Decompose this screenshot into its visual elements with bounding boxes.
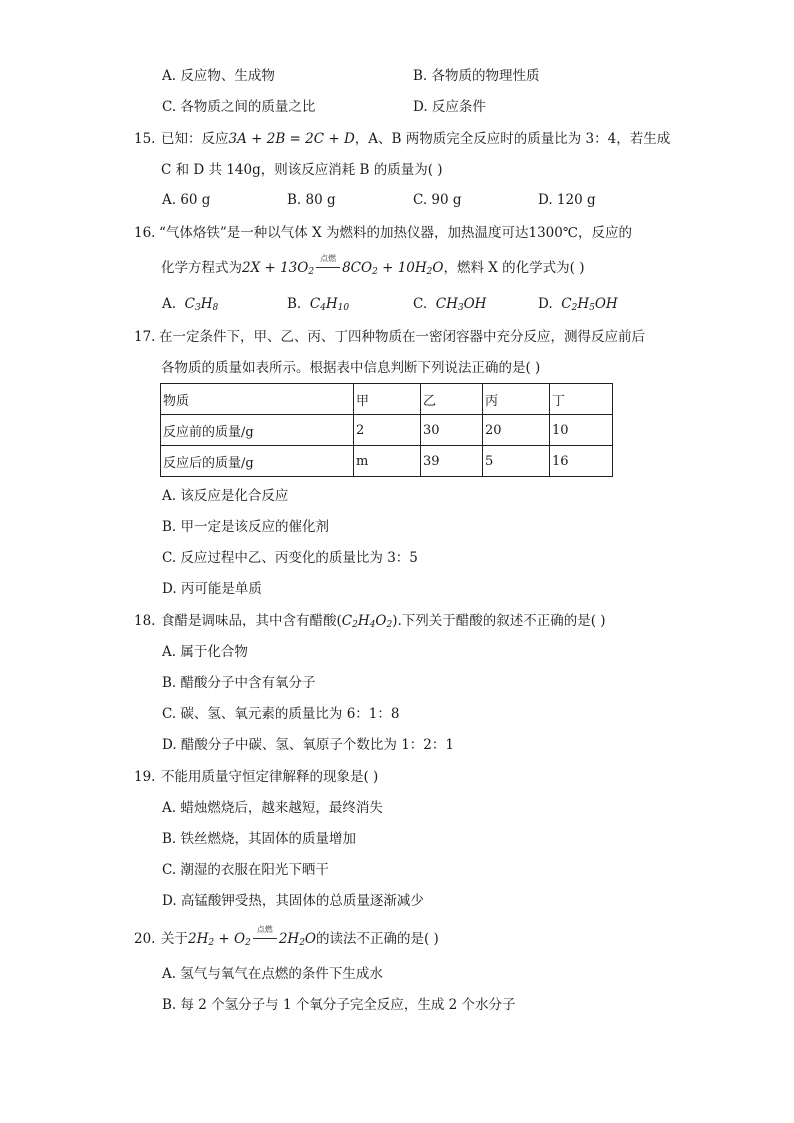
q18-option-c: C. 碳、氢、氧元素的质量比为 6：1：8 xyxy=(162,706,400,722)
table-header-row xyxy=(161,384,613,415)
q17-stem-line1: 在一定条件下，甲、乙、丙、丁四种物质在一密闭容器中充分反应，测得反应前后 xyxy=(159,329,645,345)
q16-option-c: C. $CH_3OH$ xyxy=(413,296,487,313)
table-cell: 39 xyxy=(421,446,483,477)
table-cell: 丁 xyxy=(550,384,613,415)
q14-option-d: D. 反应条件 xyxy=(413,99,486,115)
q15-equation: 3A + 2B = 2C + D xyxy=(228,131,355,147)
q15-stem-post: ，A、B 两物质完全反应时的质量比为 3：4，若生成 xyxy=(354,131,671,147)
q15-option-b: B. 80 g xyxy=(287,192,336,208)
table-cell: 乙 xyxy=(421,384,483,415)
q14-option-c: C. 各物质之间的质量之比 xyxy=(162,99,316,115)
q20-option-b: B. 每 2 个氢分子与 1 个氧分子完全反应，生成 2 个水分子 xyxy=(162,997,516,1013)
table-cell: 丙 xyxy=(483,384,550,415)
q15-option-c: C. 90 g xyxy=(413,192,462,208)
table-cell: 反应前的质量/g xyxy=(161,415,354,446)
q20-stem-line1: 关于$2H_2 + O_2$ 点燃 $2H_2O$的读法不正确的是( ) xyxy=(161,925,439,948)
q19-option-d: D. 高锰酸钾受热，其固体的总质量逐渐减少 xyxy=(162,893,424,909)
table-cell: 5 xyxy=(483,446,550,477)
q17-option-b: B. 甲一定是该反应的催化剂 xyxy=(162,519,330,535)
q16-stem-line2: 化学方程式为$2X + 13O_2$ 点燃 $8CO_2 + 10H_2O$，燃料 X 的化学式为( ) xyxy=(161,254,585,277)
table-cell: 10 xyxy=(550,415,613,446)
question-number: 20. xyxy=(134,931,156,947)
table-row xyxy=(161,446,613,477)
q19-option-b: B. 铁丝燃烧，其固体的质量增加 xyxy=(162,831,357,847)
q18-option-b: B. 醋酸分子中含有氧分子 xyxy=(162,675,316,691)
q14-option-a: A. 反应物、生成物 xyxy=(162,68,275,84)
q16-option-d: D. $C_2H_5OH$ xyxy=(538,296,618,313)
q15-option-a: A. 60 g xyxy=(162,192,211,208)
question-number: 19. xyxy=(134,769,156,785)
q18-option-a: A. 属于化合物 xyxy=(162,644,248,660)
table-cell: 16 xyxy=(550,446,613,477)
q19-stem-line1: 不能用质量守恒定律解释的现象是( ) xyxy=(161,769,379,785)
q16-option-b: B. $C_4H_{10}$ xyxy=(287,296,350,313)
q15-stem-line2: C 和 D 共 140g，则该反应消耗 B 的质量为( ) xyxy=(161,162,443,178)
question-number: 15. xyxy=(134,131,156,147)
q15-stem-pre: 已知：反应 xyxy=(161,131,229,147)
table-cell: 20 xyxy=(483,415,550,446)
table-cell: 甲 xyxy=(354,384,421,415)
q16-stem-pre: 化学方程式为 xyxy=(161,260,242,276)
q17-option-a: A. 该反应是化合反应 xyxy=(162,488,289,504)
q16-eq-left: 2X + 13O xyxy=(242,260,309,276)
reaction-condition: 点燃 xyxy=(316,258,340,278)
table-cell: 30 xyxy=(421,415,483,446)
q18-option-d: D. 醋酸分子中碳、氢、氧原子个数比为 1：2：1 xyxy=(162,737,454,753)
question-number: 17. xyxy=(134,329,156,345)
q14-option-b: B. 各物质的物理性质 xyxy=(413,68,540,84)
reaction-condition: 点燃 xyxy=(253,929,277,949)
q17-option-d: D. 丙可能是单质 xyxy=(162,581,262,597)
table-cell: 2 xyxy=(354,415,421,446)
table-cell: 反应后的质量/g xyxy=(161,446,354,477)
q16-stem-line1: “气体烙铁”是一种以气体 X 为燃料的加热仪器，加热温度可达1300℃，反应的 xyxy=(159,225,632,241)
q17-option-c: C. 反应过程中乙、丙变化的质量比为 3：5 xyxy=(162,550,418,566)
q19-option-a: A. 蜡烛燃烧后，越来越短，最终消失 xyxy=(162,800,383,816)
question-number: 18. xyxy=(134,613,156,629)
mass-table xyxy=(160,383,613,477)
q16-stem-post: ，燃料 X 的化学式为( ) xyxy=(443,260,585,276)
q17-stem-line2: 各物质的质量如表所示。根据表中信息判断下列说法正确的是( ) xyxy=(161,360,541,376)
table-cell: 物质 xyxy=(161,384,354,415)
q18-stem-line1: 食醋是调味品，其中含有醋酸$(C_2H_4O_2)$.下列关于醋酸的叙述不正确的是( ) xyxy=(161,613,606,630)
table-row xyxy=(161,415,613,446)
q20-option-a: A. 氢气与氧气在点燃的条件下生成水 xyxy=(162,966,383,982)
q19-option-c: C. 潮湿的衣服在阳光下晒干 xyxy=(162,862,329,878)
question-number: 16. xyxy=(134,225,156,241)
q16-option-a: A. $C_3H_8$ xyxy=(162,296,219,313)
q15-option-d: D. 120 g xyxy=(538,192,596,208)
q15-stem-line1 xyxy=(161,129,670,149)
table-cell: m xyxy=(354,446,421,477)
